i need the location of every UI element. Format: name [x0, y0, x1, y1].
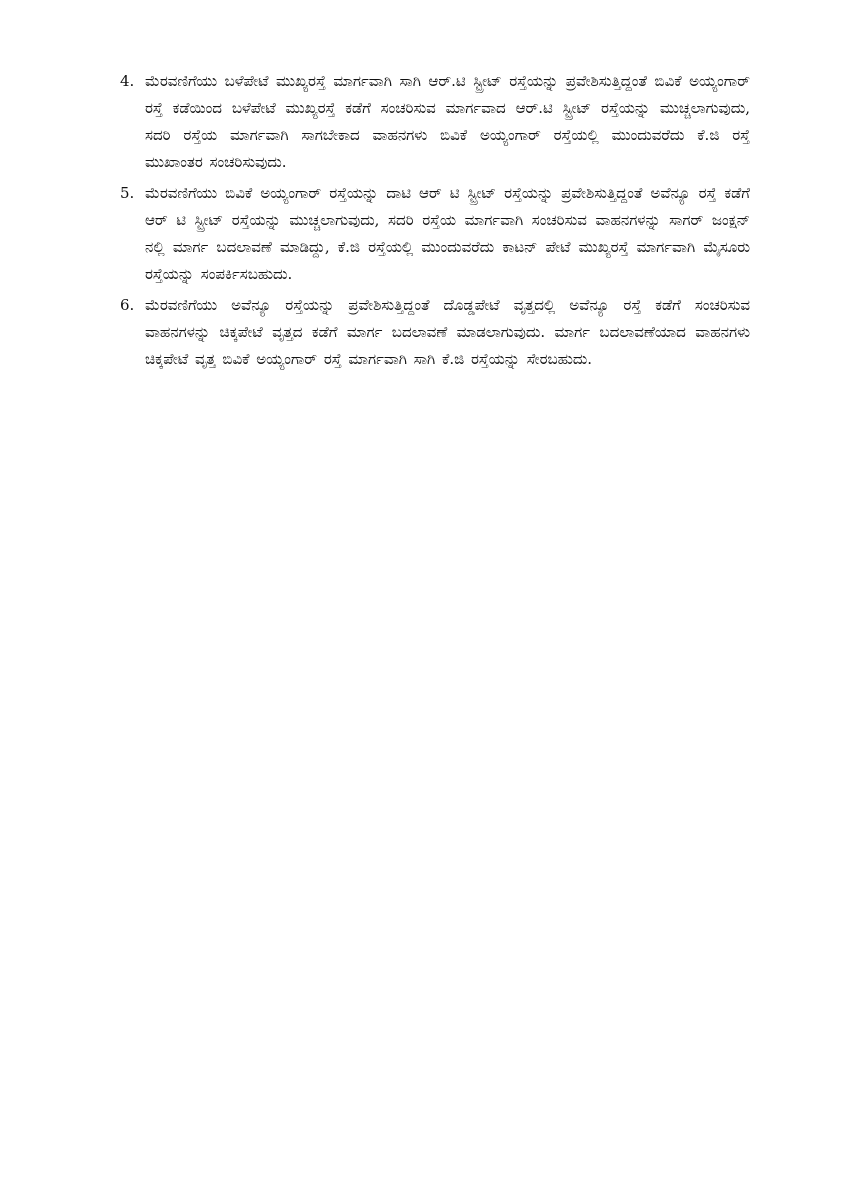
list-item-number: 4. — [120, 72, 135, 90]
list-item-number: 6. — [120, 296, 135, 314]
list-item-4 — [120, 68, 750, 176]
list-item-text: ಮೆರವಣಿಗೆಯು ಬಳೆಪೇಟೆ ಮುಖ್ಯರಸ್ತೆ ಮಾರ್ಗವಾಗಿ ಸಾಗಿ ಆರ್.ಟಿ ಸ್ಟ್ರೀಟ್ ರಸ್ತೆಯನ್ನು ಪ್ರವೇಶಿಸುತ್ತಿದ್ದಂತೆ ಬಿವಿಕೆ ಅಯ್ಯಂಗಾರ್ ರಸ್ತೆ ಕಡೆಯಿಂದ ಬಳೆಪೇಟೆ ಮುಖ್ಯರಸ್ತೆ ಕಡೆಗೆ ಸಂಚರಿಸುವ ಮಾರ್ಗವಾದ ಆರ್.ಟಿ ಸ್ಟ್ರೀಟ್ ರಸ್ತೆಯನ್ನು ಮುಚ್ಚಲಾಗುವುದು, ಸದರಿ ರಸ್ತೆಯ ಮಾರ್ಗವಾಗಿ ಸಾಗಬೇಕಾದ ವಾಹನಗಳು ಬಿವಿಕೆ ಅಯ್ಯಂಗಾರ್ ರಸ್ತೆಯಲ್ಲಿ ಮುಂದುವರೆದು ಕೆ.ಜಿ ರಸ್ತೆ ಮುಖಾಂತರ ಸಂಚರಿಸುವುದು. — [145, 72, 750, 171]
list-item-text: ಮೆರವಣಿಗೆಯು ಅವೆನ್ಯೂ ರಸ್ತೆಯನ್ನು ಪ್ರವೇಶಿಸುತ್ತಿದ್ದಂತೆ ದೊಡ್ಡಪೇಟೆ ವೃತ್ತದಲ್ಲಿ ಅವೆನ್ಯೂ ರಸ್ತೆ ಕಡೆಗೆ ಸಂಚರಿಸುವ ವಾಹನಗಳನ್ನು ಚಿಕ್ಕಪೇಟೆ ವೃತ್ತದ ಕಡೆಗೆ ಮಾರ್ಗ ಬದಲಾವಣೆ ಮಾಡಲಾಗುವುದು. ಮಾರ್ಗ ಬದಲಾವಣೆಯಾದ ವಾಹನಗಳು ಚಿಕ್ಕಪೇಟೆ ವೃತ್ತ ಬಿವಿಕೆ ಅಯ್ಯಂಗಾರ್ ರಸ್ತೆ ಮಾರ್ಗವಾಗಿ ಸಾಗಿ ಕೆ.ಜಿ ರಸ್ತೆಯನ್ನು ಸೇರಬಹುದು. — [145, 296, 750, 368]
numbered-list — [120, 68, 750, 377]
list-item-5 — [120, 180, 750, 288]
list-item-text: ಮೆರವಣಿಗೆಯು ಬಿವಿಕೆ ಅಯ್ಯಂಗಾರ್ ರಸ್ತೆಯನ್ನು ದಾಟಿ ಆರ್ ಟಿ ಸ್ಟ್ರೀಟ್ ರಸ್ತೆಯನ್ನು ಪ್ರವೇಶಿಸುತ್ತಿದ್ದಂತೆ ಅವೆನ್ಯೂ ರಸ್ತೆ ಕಡೆಗೆ ಆರ್ ಟಿ ಸ್ಟ್ರೀಟ್ ರಸ್ತೆಯನ್ನು ಮುಚ್ಚಲಾಗುವುದು, ಸದರಿ ರಸ್ತೆಯ ಮಾರ್ಗವಾಗಿ ಸಂಚರಿಸುವ ವಾಹನಗಳನ್ನು ಸಾಗರ್ ಜಂಕ್ಷನ್ ನಲ್ಲಿ ಮಾರ್ಗ ಬದಲಾವಣೆ ಮಾಡಿದ್ದು, ಕೆ.ಜಿ ರಸ್ತೆಯಲ್ಲಿ ಮುಂದುವರೆದು ಕಾಟನ್ ಪೇಟೆ ಮುಖ್ಯರಸ್ತೆ ಮಾರ್ಗವಾಗಿ ಮೈಸೂರು ರಸ್ತೆಯನ್ನು ಸಂಪರ್ಕಿಸಬಹುದು. — [145, 184, 750, 283]
list-item-6 — [120, 292, 750, 373]
list-item-number: 5. — [120, 184, 135, 202]
